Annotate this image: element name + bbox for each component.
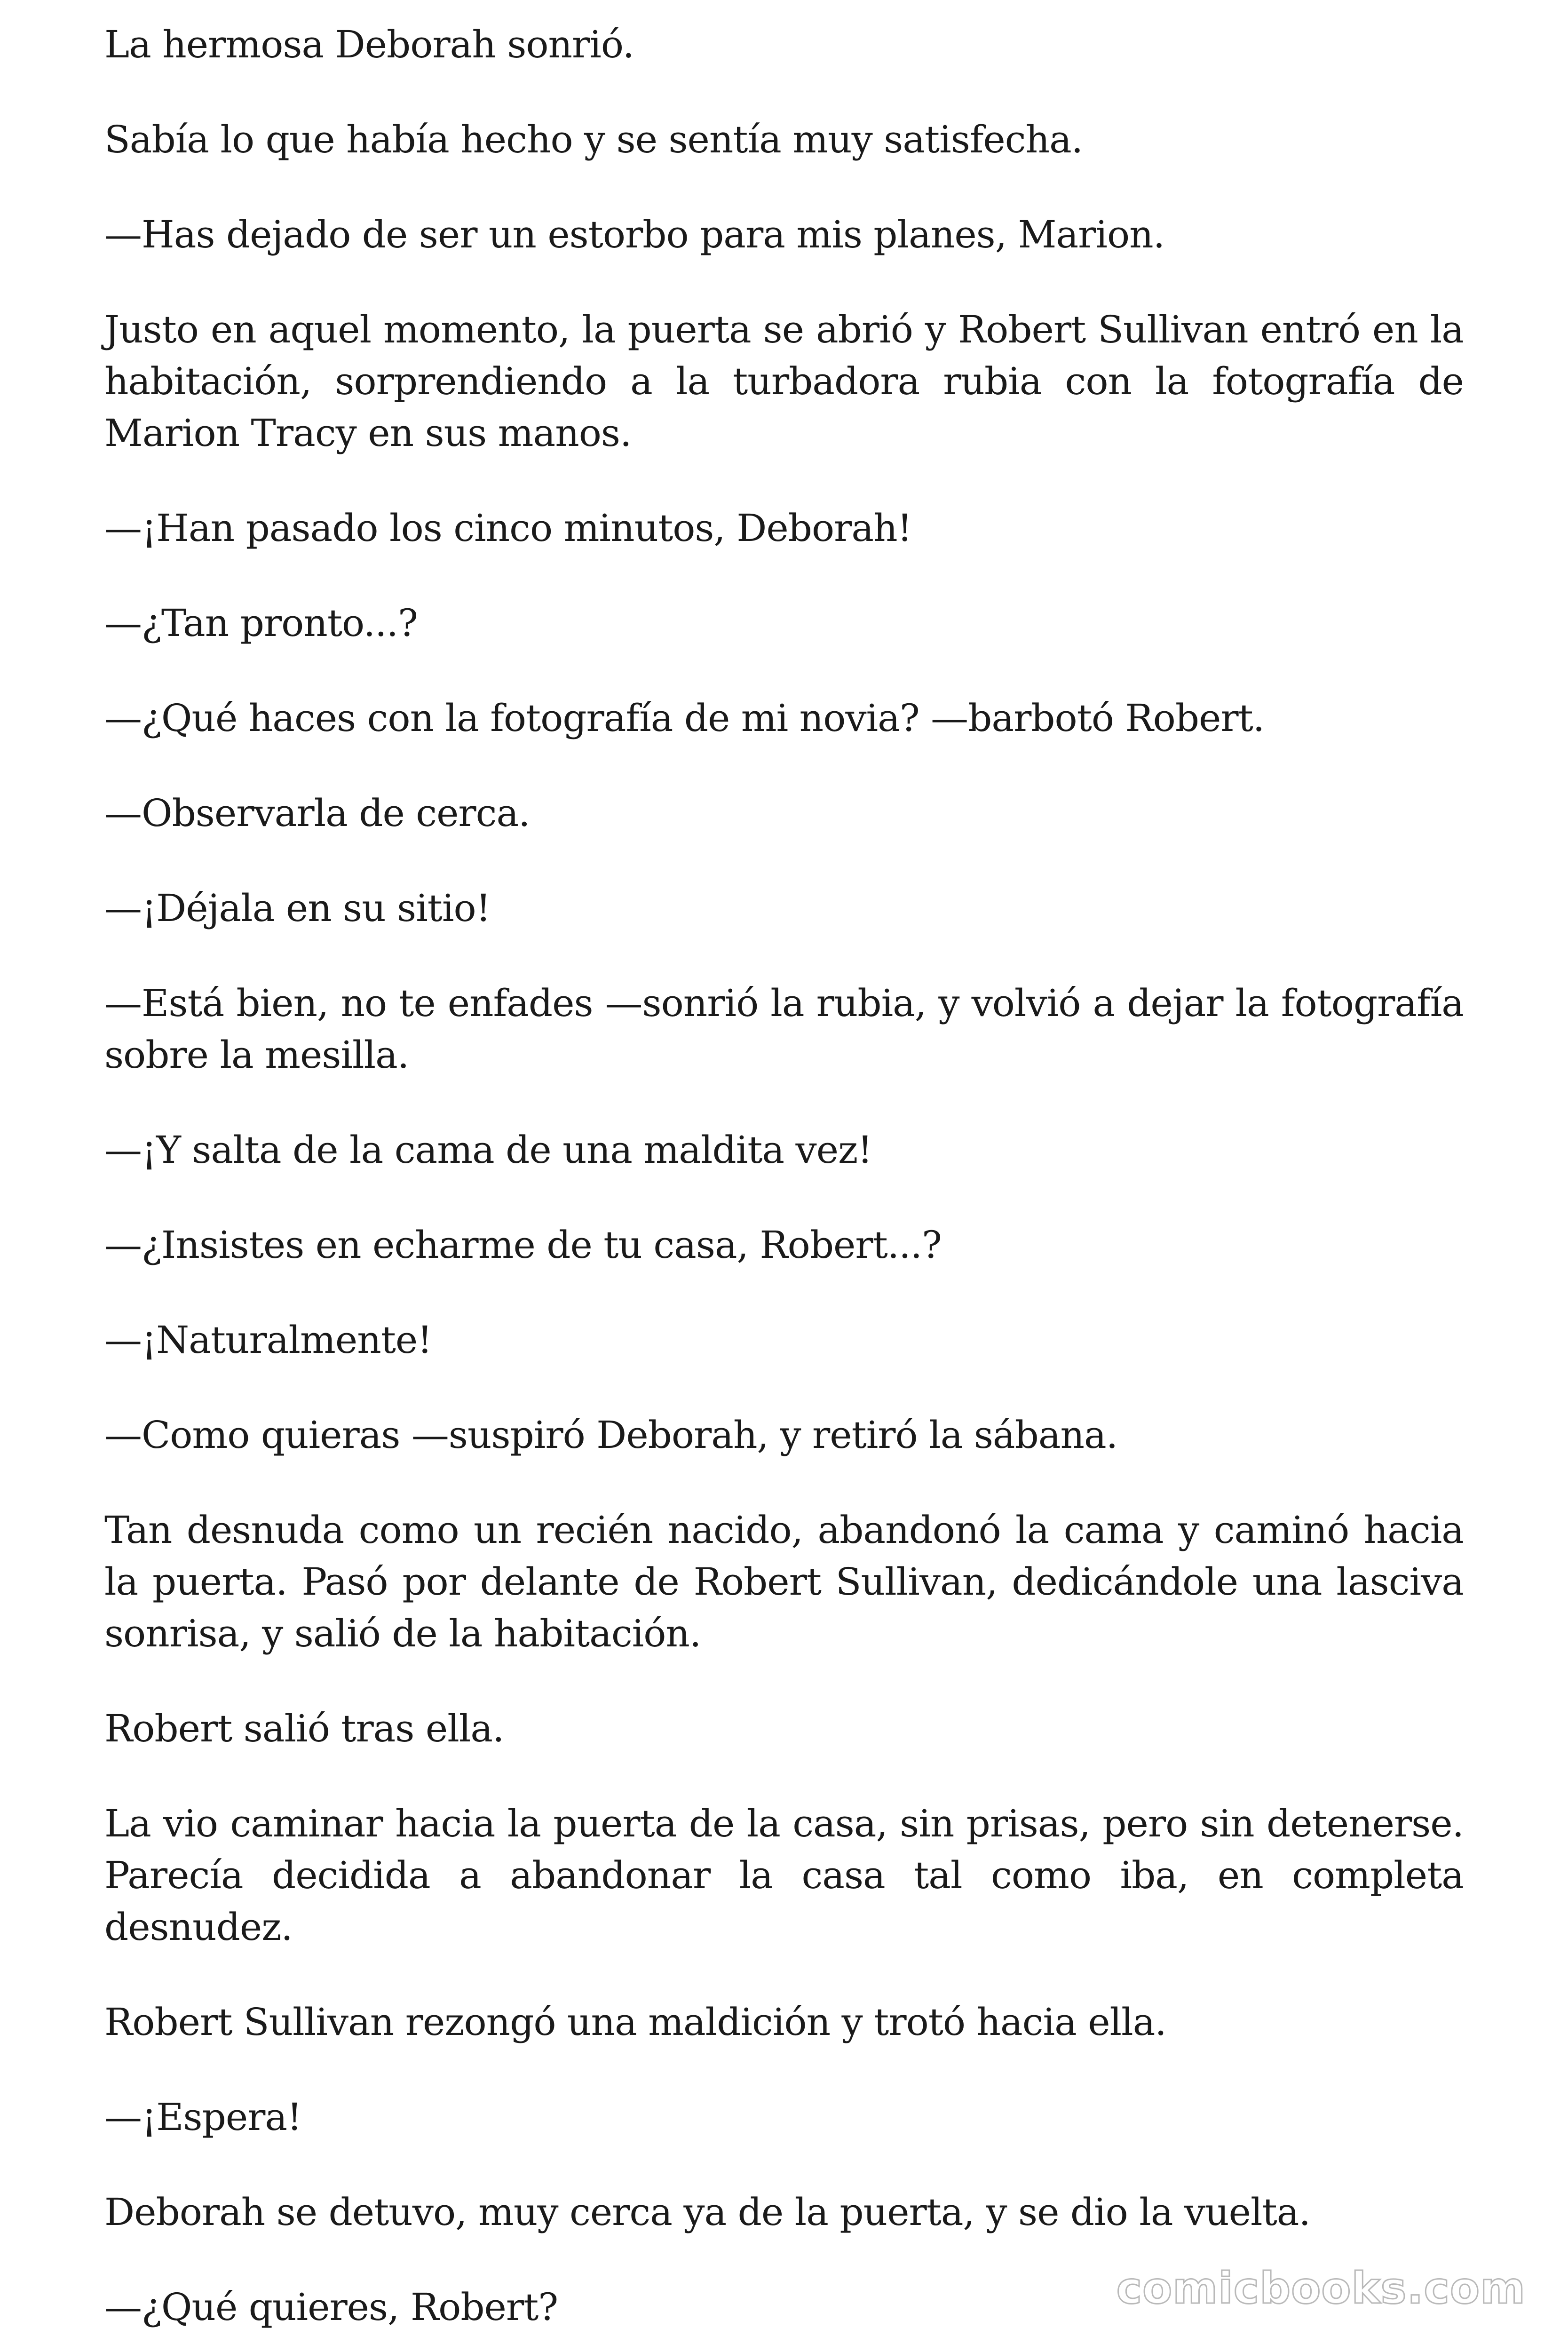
body-text <box>104 19 1464 2352</box>
paragraph-14: —Como quieras —suspiró Deborah, y retiró la sábana. <box>104 1413 1118 1457</box>
paragraph-12: —¿Insistes en echarme de tu casa, Robert...? <box>104 1223 942 1267</box>
paragraph-21: —¿Qué quieres, Robert? <box>104 2285 558 2329</box>
paragraph-19: —¡Espera! <box>104 2095 302 2139</box>
paragraph-1: La hermosa Deborah sonrió. <box>104 23 634 66</box>
paragraph-5: —¡Han pasado los cinco minutos, Deborah! <box>104 506 912 550</box>
paragraph-11: —¡Y salta de la cama de una maldita vez! <box>104 1128 872 1172</box>
paragraph-17: La vio caminar hacia la puerta de la casa, sin prisas, pero sin detenerse. Parecía decidida a abandonar la casa tal como iba, en completa desnudez. <box>104 1802 1464 1949</box>
paragraph-18: Robert Sullivan rezongó una maldición y trotó hacia ella. <box>104 2000 1166 2044</box>
watermark: comicbooks.com <box>1116 2263 1526 2313</box>
paragraph-16: Robert salió tras ella. <box>104 1707 504 1750</box>
paragraph-8: —Observarla de cerca. <box>104 791 530 835</box>
paragraph-10: —Está bien, no te enfades —sonrió la rubia, y volvió a dejar la fotografía sobre la mesilla. <box>104 981 1464 1077</box>
paragraph-2: Sabía lo que había hecho y se sentía muy satisfecha. <box>104 118 1083 161</box>
paragraph-20: Deborah se detuvo, muy cerca ya de la puerta, y se dio la vuelta. <box>104 2190 1310 2234</box>
paragraph-4: Justo en aquel momento, la puerta se abrió y Robert Sullivan entró en la habitación, sorprendiendo a la turbadora rubia con la fotografía de Marion Tracy en sus manos. <box>104 308 1464 455</box>
paragraph-3: —Has dejado de ser un estorbo para mis planes, Marion. <box>104 213 1165 256</box>
paragraph-6: —¿Tan pronto...? <box>104 601 418 645</box>
paragraph-13: —¡Naturalmente! <box>104 1318 432 1362</box>
paragraph-7: —¿Qué haces con la fotografía de mi novia? —barbotó Robert. <box>104 696 1265 740</box>
paragraph-9: —¡Déjala en su sitio! <box>104 886 491 930</box>
paragraph-15: Tan desnuda como un recién nacido, abandonó la cama y caminó hacia la puerta. Pasó por delante de Robert Sullivan, dedicándole una lasciva sonrisa, y salió de la habitación. <box>104 1508 1464 1655</box>
